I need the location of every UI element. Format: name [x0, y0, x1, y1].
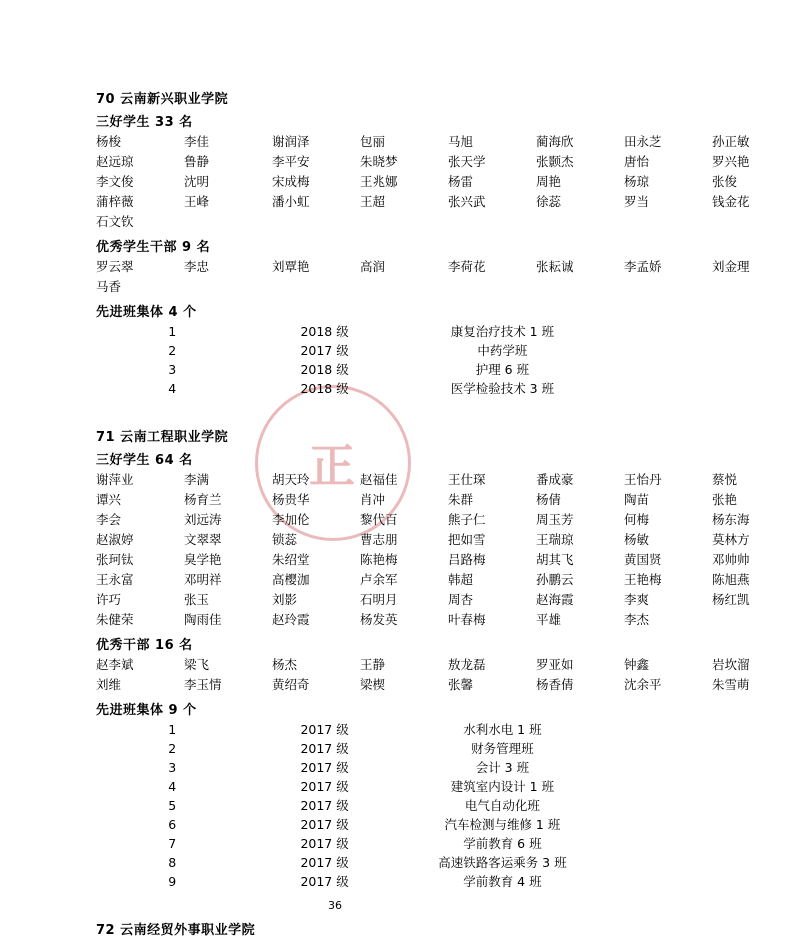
- student-name: 罗当: [624, 194, 650, 209]
- student-name: 张兴武: [448, 194, 486, 209]
- student-name: 许巧: [96, 592, 122, 607]
- class-index: 9: [168, 874, 177, 889]
- student-name: 杨东海: [712, 512, 750, 527]
- class-name: 护理 6 班: [475, 362, 530, 377]
- student-name: 王兆娜: [360, 174, 398, 189]
- student-name: 胡其飞: [536, 552, 574, 567]
- student-name: 王峰: [184, 194, 210, 209]
- student-name: 梁楔: [360, 677, 386, 692]
- student-name: 宋成梅: [272, 174, 310, 189]
- table-row: [96, 872, 604, 891]
- student-name: 张天学: [448, 154, 486, 169]
- page-number: 36: [328, 899, 342, 912]
- student-name: 叶春梅: [448, 612, 486, 627]
- names-row: [96, 490, 738, 510]
- table-row: [96, 379, 604, 398]
- class-grade: 2017 级: [300, 817, 349, 832]
- student-name: 朱雪萌: [712, 677, 750, 692]
- student-name: 朱群: [448, 492, 474, 507]
- school-section-70: [96, 88, 750, 398]
- class-index: 2: [168, 343, 177, 358]
- student-name: 赵玲霞: [272, 612, 310, 627]
- student-name: 梁飞: [184, 657, 210, 672]
- student-name: 沈余平: [624, 677, 662, 692]
- class-index: 3: [168, 362, 177, 377]
- student-name: 胡天玲: [272, 472, 310, 487]
- class-name: 建筑室内设计 1 班: [450, 779, 555, 794]
- student-name: 孙正敏: [712, 134, 750, 149]
- class-table: [96, 720, 604, 891]
- names-row: [96, 610, 650, 630]
- names-row: [96, 132, 750, 152]
- student-name: 莫林方: [712, 532, 750, 547]
- class-name: 电气自动化班: [464, 798, 540, 813]
- names-row: [96, 277, 604, 297]
- student-name: 邓帅帅: [712, 552, 750, 567]
- student-name: 熊子仁: [448, 512, 486, 527]
- student-name: 黄国贤: [624, 552, 662, 567]
- class-name: 医学检验技术 3 班: [450, 381, 555, 396]
- student-name: 张艳: [712, 492, 738, 507]
- student-name: 王瑞琼: [536, 532, 574, 547]
- student-name: 马香: [96, 279, 122, 294]
- student-name: 田永芝: [624, 134, 662, 149]
- table-row: [96, 758, 604, 777]
- student-name: 蔡悦: [712, 472, 738, 487]
- table-row: [96, 322, 604, 341]
- class-grade: 2018 级: [300, 362, 349, 377]
- names-row: [96, 590, 750, 610]
- student-name: 赵福佳: [360, 472, 398, 487]
- class-grade: 2017 级: [300, 760, 349, 775]
- table-row: [96, 720, 604, 739]
- name-list: [96, 470, 750, 630]
- student-name: 刘金理: [712, 259, 750, 274]
- student-name: 刘远涛: [184, 512, 222, 527]
- name-list: [96, 132, 750, 232]
- student-name: 把如雪: [448, 532, 486, 547]
- student-name: 韩超: [448, 572, 474, 587]
- student-name: 李孟娇: [624, 259, 662, 274]
- student-name: 高润: [360, 259, 386, 274]
- student-name: 包丽: [360, 134, 386, 149]
- student-name: 杨雷: [448, 174, 474, 189]
- student-name: 陶雨佳: [184, 612, 222, 627]
- student-name: 番成豪: [536, 472, 574, 487]
- student-name: 李荷花: [448, 259, 486, 274]
- school-section-71: [96, 426, 750, 891]
- student-name: 陈旭燕: [712, 572, 750, 587]
- student-name: 臭学艳: [184, 552, 222, 567]
- class-index: 4: [168, 381, 177, 396]
- student-name: 李爽: [624, 592, 650, 607]
- student-name: 孙鹏云: [536, 572, 574, 587]
- student-name: 李玉情: [184, 677, 222, 692]
- class-index: 7: [168, 836, 177, 851]
- names-row: [96, 510, 750, 530]
- student-name: 张馨: [448, 677, 474, 692]
- student-name: 杨敏: [624, 532, 650, 547]
- class-index: 5: [168, 798, 177, 813]
- class-grade: 2018 级: [300, 324, 349, 339]
- table-row: [96, 853, 604, 872]
- student-name: 杨红凯: [712, 592, 750, 607]
- student-name: 陈艳梅: [360, 552, 398, 567]
- class-name: 汽车检测与维修 1 班: [444, 817, 561, 832]
- class-index: 8: [168, 855, 177, 870]
- school-title: 71 云南工程职业学院: [96, 430, 229, 445]
- table-row: [96, 739, 604, 758]
- student-name: 肖冲: [360, 492, 386, 507]
- student-name: 邓明祥: [184, 572, 222, 587]
- class-name: 康复治疗技术 1 班: [450, 324, 555, 339]
- student-name: 钱金花: [712, 194, 750, 209]
- student-name: 李加伦: [272, 512, 310, 527]
- table-row: [96, 777, 604, 796]
- class-grade: 2017 级: [300, 741, 349, 756]
- school-title: 72 云南经贸外事职业学院: [96, 923, 256, 938]
- group-heading: 三好学生 64 名: [96, 453, 193, 468]
- student-name: 李忠: [184, 259, 210, 274]
- student-name: 文翠翠: [184, 532, 222, 547]
- name-list: [96, 655, 750, 695]
- class-name: 会计 3 班: [475, 760, 530, 775]
- student-name: 钟鑫: [624, 657, 650, 672]
- student-name: 刘覃艳: [272, 259, 310, 274]
- student-name: 张玉: [184, 592, 210, 607]
- student-name: 马旭: [448, 134, 474, 149]
- names-row: [96, 152, 750, 172]
- student-name: 王怡丹: [624, 472, 662, 487]
- student-name: 蒲梓薇: [96, 194, 134, 209]
- student-name: 张珂钛: [96, 552, 134, 567]
- class-grade: 2017 级: [300, 343, 349, 358]
- group-heading: 优秀干部 16 名: [96, 638, 193, 653]
- student-name: 杨梭: [96, 134, 122, 149]
- student-name: 王静: [360, 657, 386, 672]
- names-row: [96, 675, 750, 695]
- student-name: 黄绍奇: [272, 677, 310, 692]
- class-index: 6: [168, 817, 177, 832]
- student-name: 王永富: [96, 572, 134, 587]
- student-name: 唐怡: [624, 154, 650, 169]
- class-name: 水利水电 1 班: [463, 722, 542, 737]
- student-name: 王艳梅: [624, 572, 662, 587]
- school-title: 70 云南新兴职业学院: [96, 92, 229, 107]
- class-grade: 2017 级: [300, 855, 349, 870]
- group-heading: 先进班集体 9 个: [96, 703, 197, 718]
- class-grade: 2017 级: [300, 874, 349, 889]
- student-name: 吕路梅: [448, 552, 486, 567]
- student-name: 岩坎溜: [712, 657, 750, 672]
- names-row: [96, 172, 738, 192]
- student-name: 朱健荣: [96, 612, 134, 627]
- student-name: 卢余军: [360, 572, 398, 587]
- class-index: 2: [168, 741, 177, 756]
- names-row: [96, 550, 750, 570]
- student-name: 李平安: [272, 154, 310, 169]
- student-name: 锁蕊: [272, 532, 298, 547]
- student-name: 张颢杰: [536, 154, 574, 169]
- class-index: 3: [168, 760, 177, 775]
- student-name: 周艳: [536, 174, 562, 189]
- student-name: 刘维: [96, 677, 122, 692]
- student-name: 石明月: [360, 592, 398, 607]
- student-name: 杨琼: [624, 174, 650, 189]
- table-row: [96, 834, 604, 853]
- student-name: 高樱泇: [272, 572, 310, 587]
- student-name: 谢润泽: [272, 134, 310, 149]
- student-name: 谢萍业: [96, 472, 134, 487]
- student-name: 平雄: [536, 612, 562, 627]
- group-heading: 先进班集体 4 个: [96, 305, 197, 320]
- student-name: 李文俊: [96, 174, 134, 189]
- student-name: 刘影: [272, 592, 298, 607]
- student-name: 谭兴: [96, 492, 122, 507]
- class-name: 中药学班: [477, 343, 528, 358]
- table-row: [96, 360, 604, 379]
- student-name: 陶苗: [624, 492, 650, 507]
- student-name: 王超: [360, 194, 386, 209]
- student-name: 李会: [96, 512, 122, 527]
- group-heading: 三好学生 33 名: [96, 115, 193, 130]
- class-name: 学前教育 6 班: [463, 836, 542, 851]
- table-row: [96, 815, 604, 834]
- class-index: 4: [168, 779, 177, 794]
- name-list: [96, 257, 750, 297]
- class-grade: 2017 级: [300, 836, 349, 851]
- seal-watermark: 正: [255, 385, 411, 541]
- student-name: 朱晓梦: [360, 154, 398, 169]
- class-grade: 2018 级: [300, 381, 349, 396]
- class-name: 财务管理班: [471, 741, 534, 756]
- names-row: [96, 655, 750, 675]
- student-name: 罗亚如: [536, 657, 574, 672]
- class-index: 1: [168, 324, 177, 339]
- student-name: 曹志朋: [360, 532, 398, 547]
- student-name: 杨倩: [536, 492, 562, 507]
- student-name: 潘小虹: [272, 194, 310, 209]
- page-content: [96, 88, 750, 938]
- student-name: 鲁静: [184, 154, 210, 169]
- student-name: 王仕琛: [448, 472, 486, 487]
- student-name: 赵李斌: [96, 657, 134, 672]
- student-name: 杨杰: [272, 657, 298, 672]
- names-row: [96, 530, 750, 550]
- student-name: 李佳: [184, 134, 210, 149]
- student-name: 张俊: [712, 174, 738, 189]
- section-spacer: [96, 400, 604, 426]
- student-name: 沈明: [184, 174, 210, 189]
- student-name: 赵远琼: [96, 154, 134, 169]
- student-name: 徐蕊: [536, 194, 562, 209]
- student-name: 杨香倩: [536, 677, 574, 692]
- school-section-72: [96, 919, 604, 938]
- class-name: 学前教育 4 班: [463, 874, 542, 889]
- student-name: 敖龙磊: [448, 657, 486, 672]
- student-name: 杨贵华: [272, 492, 310, 507]
- student-name: 杨发英: [360, 612, 398, 627]
- student-name: 何梅: [624, 512, 650, 527]
- student-name: 张耘诚: [536, 259, 574, 274]
- names-row: [96, 257, 750, 277]
- class-table: [96, 322, 604, 398]
- names-row: [96, 470, 738, 490]
- student-name: 朱绍堂: [272, 552, 310, 567]
- student-name: 黎代百: [360, 512, 398, 527]
- class-grade: 2017 级: [300, 722, 349, 737]
- student-name: 周玉芳: [536, 512, 574, 527]
- table-row: [96, 796, 604, 815]
- names-row: [96, 212, 604, 232]
- class-index: 1: [168, 722, 177, 737]
- table-row: [96, 341, 604, 360]
- student-name: 赵淑婷: [96, 532, 134, 547]
- student-name: 杨育兰: [184, 492, 222, 507]
- student-name: 李杰: [624, 612, 650, 627]
- names-row: [96, 192, 750, 212]
- section-spacer: [96, 893, 604, 919]
- class-name: 高速铁路客运乘务 3 班: [438, 855, 567, 870]
- student-name: 周杏: [448, 592, 474, 607]
- class-grade: 2017 级: [300, 779, 349, 794]
- names-row: [96, 570, 750, 590]
- student-name: 蔺海欣: [536, 134, 574, 149]
- student-name: 李满: [184, 472, 210, 487]
- student-name: 石文钦: [96, 214, 134, 229]
- student-name: 赵海霞: [536, 592, 574, 607]
- student-name: 罗兴艳: [712, 154, 750, 169]
- group-heading: 优秀学生干部 9 名: [96, 240, 211, 255]
- student-name: 罗云翠: [96, 259, 134, 274]
- class-grade: 2017 级: [300, 798, 349, 813]
